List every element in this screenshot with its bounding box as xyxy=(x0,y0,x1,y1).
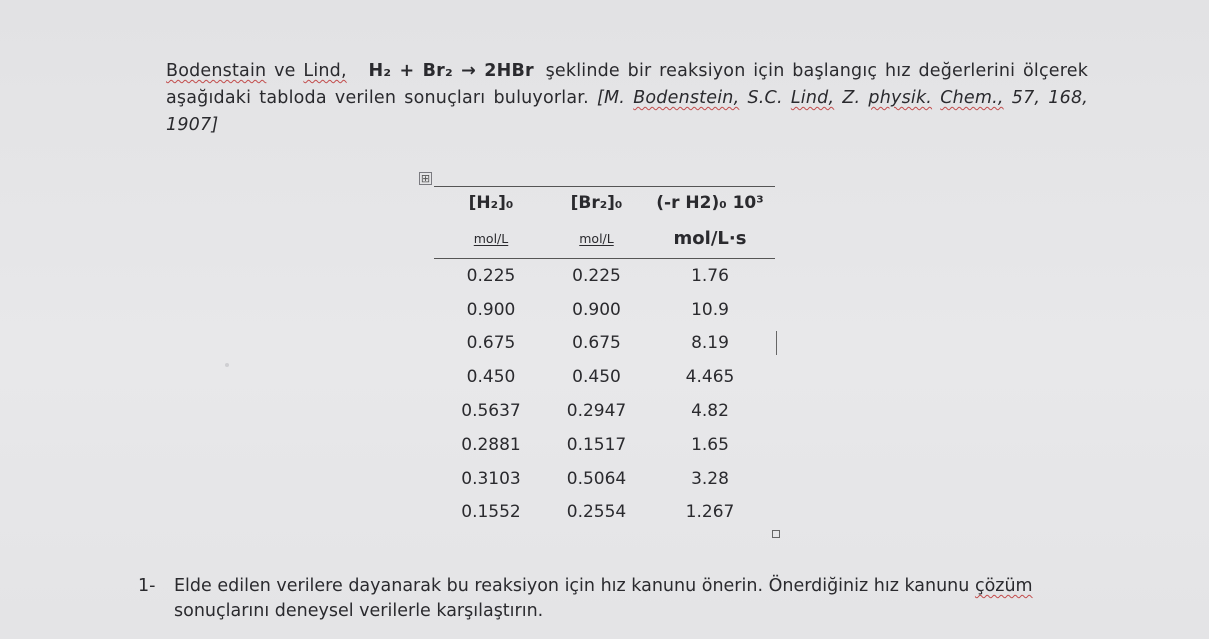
cell-h2: 0.900 xyxy=(466,299,516,320)
ref-sc: S.C. xyxy=(747,88,783,108)
cell-br2: 0.900 xyxy=(572,299,621,320)
cell-h2: 0.450 xyxy=(466,367,516,388)
cell-rate: 4.82 xyxy=(691,401,729,422)
unit-rate: mol/L·s xyxy=(645,219,775,259)
header-br2: [Br₂]₀ xyxy=(548,187,645,220)
ref-chem: Chem., xyxy=(940,88,1004,108)
cell-rate: 8.19 xyxy=(691,333,729,354)
cell-rate: 10.9 xyxy=(691,299,729,320)
paragraph-mark-box xyxy=(772,530,780,538)
ref-z: Z. xyxy=(842,88,861,108)
ref-tail: 57, 168, 1907] xyxy=(166,88,1089,135)
cell-h2: 0.675 xyxy=(466,333,516,354)
table-row xyxy=(434,462,775,496)
rate-data-table xyxy=(434,186,775,529)
cell-rate: 4.465 xyxy=(685,367,735,388)
unit-br2: mol/L xyxy=(548,219,645,259)
cell-br2: 0.675 xyxy=(572,333,621,354)
ref-bodenstein: Bodenstein, xyxy=(633,88,740,108)
table-row xyxy=(434,394,775,428)
cell-br2: 0.1517 xyxy=(566,434,627,455)
question-text xyxy=(174,574,1038,624)
question-1 xyxy=(138,574,1038,624)
author-bodenstain: Bodenstain xyxy=(166,61,267,81)
table-move-handle-icon[interactable]: ⊞ xyxy=(420,172,431,185)
table-row xyxy=(434,428,775,462)
cell-h2: 0.2881 xyxy=(461,434,521,455)
intro-text: şeklinde bir reaksiyon için başlangıç hız değerlerini ölçerek aşağıdaki tabloda verilen sonuçları buluyorlar. xyxy=(166,61,1089,108)
unit-h2: mol/L xyxy=(434,219,548,259)
ref-open: [M. xyxy=(596,88,626,108)
ref-physik: physik. xyxy=(868,88,933,108)
cell-h2: 0.5637 xyxy=(461,401,521,422)
header-rate: (-r H2)₀ 10³ xyxy=(645,187,775,220)
cell-rate: 3.28 xyxy=(691,468,729,489)
text-cursor xyxy=(776,331,777,355)
table-row xyxy=(434,259,775,293)
screen-speck xyxy=(225,363,229,367)
table-row xyxy=(434,496,775,530)
cell-rate: 1.76 xyxy=(691,265,729,286)
cell-h2: 0.1552 xyxy=(461,502,521,523)
question-number: 1- xyxy=(138,576,156,596)
cell-br2: 0.5064 xyxy=(566,468,627,489)
question-text-part1: Elde edilen verilere dayanarak bu reaksiyon için hız kanunu önerin. Önerdiğiniz hız kanunu xyxy=(174,576,970,596)
table-row xyxy=(434,327,775,361)
reaction-equation: H₂ + Br₂ → 2HBr xyxy=(368,61,534,81)
cell-br2: 0.2554 xyxy=(566,502,627,523)
intro-paragraph xyxy=(166,58,1088,139)
cell-h2: 0.3103 xyxy=(461,468,521,489)
cell-rate: 1.267 xyxy=(685,502,735,523)
cell-br2: 0.450 xyxy=(572,367,621,388)
ref-lind: Lind, xyxy=(790,88,835,108)
question-text-underlined: çözüm xyxy=(974,576,1033,596)
cell-h2: 0.225 xyxy=(466,265,516,286)
cell-br2: 0.2947 xyxy=(566,401,627,422)
word-ve: ve xyxy=(274,61,296,81)
table-row xyxy=(434,360,775,394)
question-text-part2: sonuçlarını deneysel verilerle karşılaştırın. xyxy=(174,601,544,621)
table-row xyxy=(434,293,775,327)
cell-br2: 0.225 xyxy=(572,265,621,286)
cell-rate: 1.65 xyxy=(691,434,729,455)
header-h2: [H₂]₀ xyxy=(434,187,548,220)
author-lind: Lind, xyxy=(303,61,347,81)
